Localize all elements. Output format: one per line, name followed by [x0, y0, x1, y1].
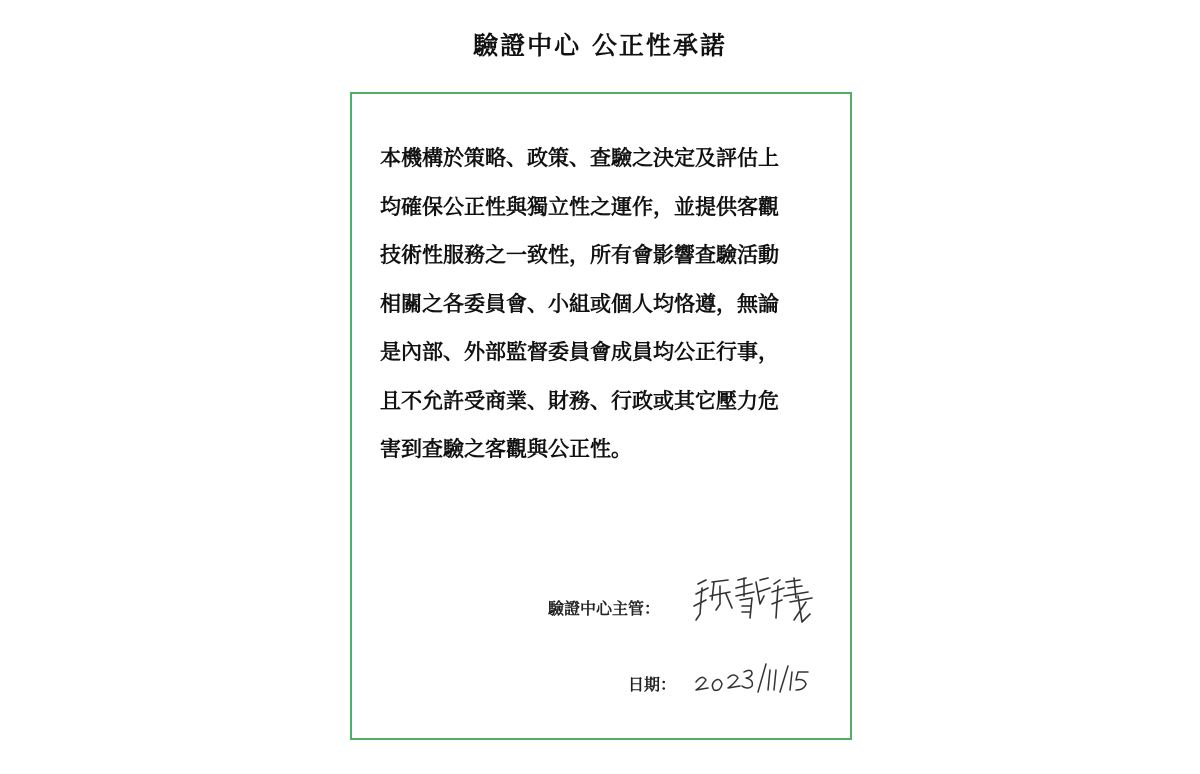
- paragraph-line: 本機構於策略、政策、查驗之決定及評估上: [380, 146, 779, 170]
- paragraph-line: 相關之各委員會、小組或個人均恪遵，無論: [380, 291, 779, 316]
- pledge-frame: [350, 92, 852, 740]
- paragraph-line: 是內部、外部監督委員會成員均公正行事，: [380, 340, 779, 364]
- signatory-label: 驗證中心主管：: [548, 599, 661, 618]
- handwritten-signature: [690, 574, 816, 634]
- paragraph-line: 技術性服務之一致性，所有會影響查驗活動: [380, 243, 779, 267]
- paragraph-line: 均確保公正性與獨立性之運作，並提供客觀: [380, 194, 779, 219]
- date-label: 日期：: [628, 675, 677, 694]
- paragraph-line: 害到查驗之客觀與公正性。: [380, 437, 632, 461]
- paragraph-line: 且不允許受商業、財務、行政或其它壓力危: [380, 388, 779, 413]
- handwritten-date: [692, 658, 818, 700]
- page-title: 驗證中心 公正性承諾: [473, 31, 727, 60]
- pledge-paragraph: [380, 134, 832, 474]
